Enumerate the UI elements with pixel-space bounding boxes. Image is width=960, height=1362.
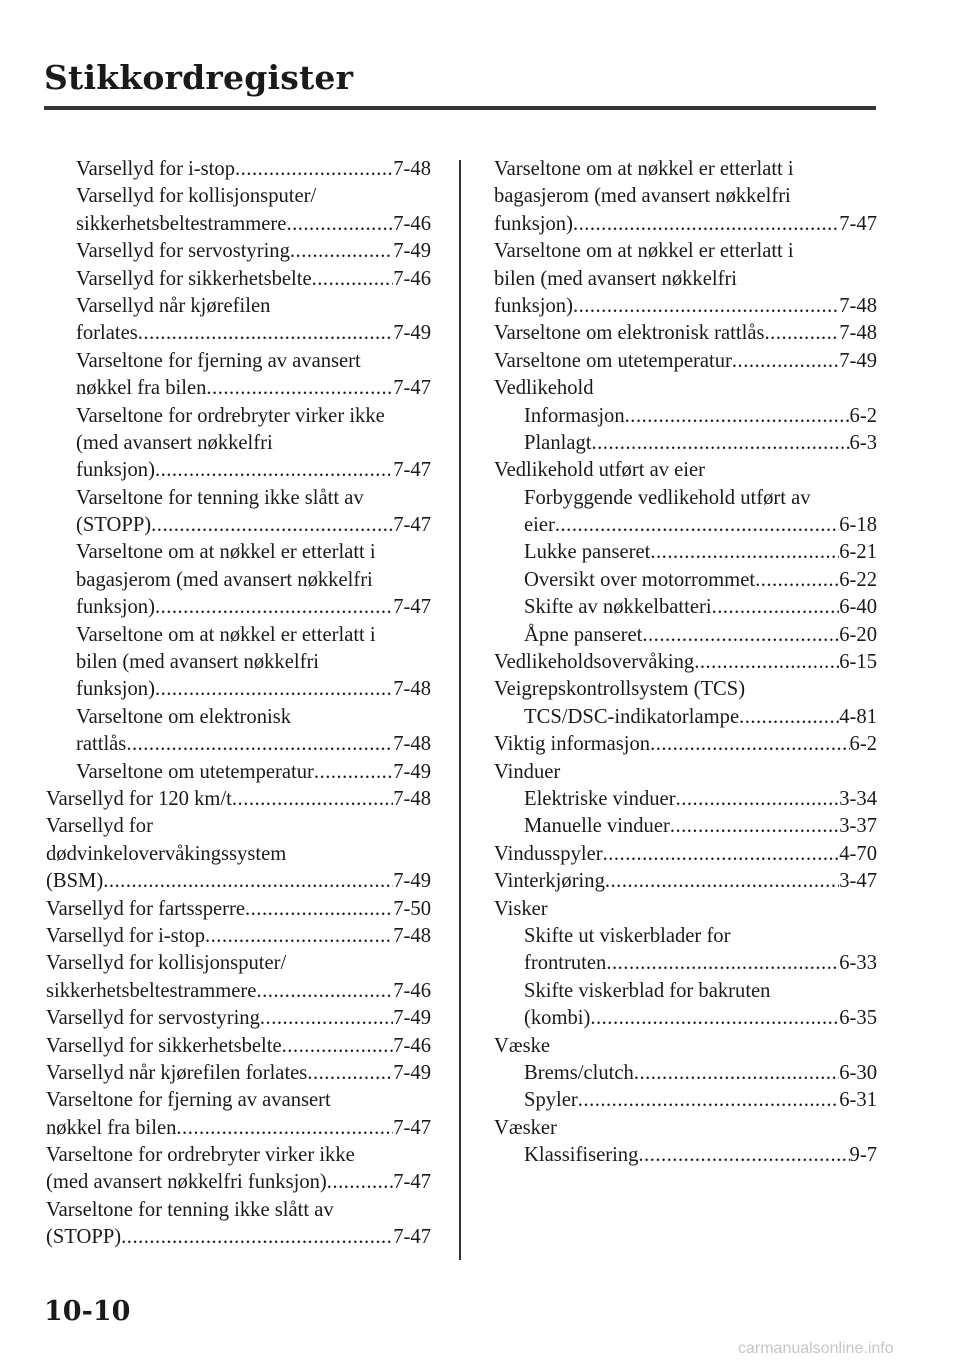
index-entry [494,183,877,210]
dot-leader [260,1005,393,1032]
dot-leader [307,1060,393,1087]
index-entry-page: 7-50 [393,897,431,920]
index-entry [494,923,877,950]
index-entry [46,539,431,566]
dot-leader [151,512,393,539]
index-entry-text: Varsellyd for sikkerhetsbelte [46,1034,282,1057]
index-entry-text: (med avansert nøkkelfri [76,431,273,454]
index-entry-page: 7-49 [393,240,431,263]
index-entry-text: nøkkel fra bilen [76,377,207,400]
index-entry [494,266,877,293]
index-entry [494,813,877,840]
index-entry-page: 6-40 [839,596,877,619]
index-entry [46,704,431,731]
index-entry-page: 6-22 [839,568,877,591]
index-entry [494,320,877,347]
index-entry [494,403,877,430]
index-entry-text: Forbyggende vedlikehold utført av [524,486,811,509]
index-entry-text: Elektriske vinduer [524,787,676,810]
index-entry-text: Lukke panseret [524,541,651,564]
dot-leader [206,375,393,402]
dot-leader [638,1142,849,1169]
index-entry [46,211,431,238]
index-entry [46,731,431,758]
index-entry [46,1169,431,1196]
index-entry-page: 6-2 [849,733,877,756]
index-entry-text: Skifte av nøkkelbatteri [524,596,712,619]
index-entry [46,1060,431,1087]
index-entry-text: TCS/DSC-indikatorlampe [524,705,740,728]
index-entry-text: Varseltone om at nøkkel er etterlatt i [494,158,794,180]
index-entry [494,759,877,786]
dot-leader [327,1169,393,1196]
index-entry [494,1142,877,1169]
column-divider [459,160,461,1260]
index-entry-text: (BSM) [46,870,104,893]
dot-leader [155,457,393,484]
index-entry-text: Visker [494,897,548,920]
index-entry-page: 7-47 [393,1226,431,1249]
dot-leader [712,594,840,621]
dot-leader [603,841,840,868]
index-entry-page: 6-31 [839,1089,877,1112]
index-entry [494,156,877,183]
index-entry-page: 7-48 [393,787,431,810]
index-entry-page: 7-48 [393,678,431,701]
index-entry-page: 7-46 [393,212,431,235]
index-entry-text: sikkerhetsbeltestrammere [46,979,257,1002]
index-entry-text: (STOPP) [76,514,152,537]
index-entry-text: Varsellyd for i-stop [76,158,235,180]
dot-leader [314,759,393,786]
index-entry [494,293,877,320]
dot-leader [121,1224,393,1251]
index-entry-text: Varseltone for tenning ikke slått av [46,1198,334,1221]
dot-leader [155,594,393,621]
index-entry-text: Varseltone om at nøkkel er etterlatt i [76,541,376,564]
dot-leader [235,156,393,183]
index-entry-text: sikkerhetsbeltestrammere [76,212,287,235]
index-entry-page: 7-48 [393,924,431,947]
index-entry [46,293,431,320]
index-entry [46,567,431,594]
index-entry-text: Veigrepskontrollsystem (TCS) [494,678,746,701]
dot-leader [282,1033,394,1060]
dot-leader [205,923,393,950]
index-entry-text: Vedlikehold [494,377,594,400]
dot-leader [573,211,839,238]
index-entry [46,320,431,347]
index-entry-page: 7-49 [839,349,877,372]
dot-leader [625,403,850,430]
page-number: 10-10 [44,1296,131,1327]
dot-leader [590,1005,839,1032]
index-entry-text: Varseltone om at nøkkel er etterlatt i [76,623,376,646]
index-column-left [46,156,431,1252]
index-entry [494,676,877,703]
index-entry-text: Informasjon [524,404,625,427]
index-entry [46,649,431,676]
index-entry-text: Varseltone for tenning ikke slått av [76,486,364,509]
dot-leader [103,868,393,895]
index-entry [494,978,877,1005]
dot-leader [155,676,393,703]
dot-leader [555,512,839,539]
index-entry [46,485,431,512]
index-entry-text: Varseltone for ordrebryter virker ikke [76,404,385,427]
index-entry [494,238,877,265]
index-entry [494,622,877,649]
index-entry [494,594,877,621]
index-entry-text: Varsellyd for servostyring [76,240,290,263]
index-entry-text: bagasjerom (med avansert nøkkelfri [494,185,791,208]
index-entry [494,841,877,868]
index-entry-page: 7-47 [393,514,431,537]
dot-leader [232,786,393,813]
index-entry [494,1060,877,1087]
index-entry-page: 6-2 [849,404,877,427]
index-entry-page: 7-47 [393,1116,431,1139]
index-entry-page: 4-81 [839,705,877,728]
index-entry [494,649,877,676]
index-entry-page: 7-47 [393,377,431,400]
dot-leader [670,813,839,840]
index-entry-text: Varsellyd for i-stop [46,924,205,947]
index-entry-text: Varsellyd for fartssperre [46,897,245,920]
index-entry-page: 7-46 [393,979,431,1002]
index-entry [46,238,431,265]
index-entry-text: (STOPP) [46,1226,122,1249]
dot-leader [573,293,839,320]
index-entry-text: funksjon) [494,212,573,235]
index-entry [494,430,877,457]
dot-leader [676,786,840,813]
index-entry-page: 7-48 [839,294,877,317]
index-entry [46,868,431,895]
index-entry [46,978,431,1005]
index-entry-text: dødvinkelovervåkingssystem [46,842,287,865]
index-entry-text: Åpne panseret [524,623,643,646]
index-entry-text: Varsellyd når kjørefilen forlates [46,1061,308,1084]
index-entry [46,786,431,813]
index-entry [46,1224,431,1251]
index-entry-text: funksjon) [494,294,573,317]
index-entry-text: funksjon) [76,678,155,701]
index-entry-text: funksjon) [76,596,155,619]
index-entry-text: frontruten [524,952,607,975]
index-entry-page: 6-15 [839,651,877,674]
index-entry [46,594,431,621]
index-entry [46,896,431,923]
index-entry-text: Skifte viskerblad for bakruten [524,979,771,1002]
dot-leader [256,978,393,1005]
index-entry-text: Varseltone for fjerning av avansert [46,1089,331,1112]
index-entry-text: Vedlikeholdsovervåking [494,651,695,674]
index-entry [494,896,877,923]
index-entry [46,156,431,183]
dot-leader [732,348,839,375]
index-entry [494,1115,877,1142]
index-entry-page: 6-18 [839,514,877,537]
index-entry-text: Væsker [494,1116,557,1139]
index-entry [46,813,431,840]
dot-leader [694,649,839,676]
dot-leader [650,539,839,566]
dot-leader [286,211,393,238]
index-entry-page: 7-47 [839,212,877,235]
index-entry-text: Manuelle vinduer [524,815,670,838]
dot-leader [739,704,839,731]
dot-leader [765,320,840,347]
index-entry [494,375,877,402]
index-entry-page: 6-3 [849,431,877,454]
index-entry [46,676,431,703]
index-entry-page: 9-7 [849,1144,877,1167]
index-entry-page: 6-33 [839,952,877,975]
index-entry-text: Planlagt [524,431,592,454]
dot-leader [138,320,393,347]
index-entry-text: rattlås [76,733,127,756]
index-entry-text: Viktig informasjon [494,733,651,756]
page-title: Stikkordregister [44,58,354,97]
index-entry [46,1142,431,1169]
index-entry [46,266,431,293]
index-entry [46,923,431,950]
index-entry-page: 6-20 [839,623,877,646]
index-entry-text: Varseltone for ordrebryter virker ikke [46,1144,355,1167]
header-rule [44,106,876,110]
index-entry [494,1087,877,1114]
index-entry-text: Varseltone om elektronisk rattlås [494,322,765,345]
index-entry [46,403,431,430]
index-entry [46,1005,431,1032]
index-entry-text: Varseltone om at nøkkel er etterlatt i [494,240,794,263]
index-entry [494,485,877,512]
index-entry-page: 3-37 [839,815,877,838]
dot-leader [126,731,393,758]
index-entry [46,950,431,977]
index-entry [494,1033,877,1060]
dot-leader [650,731,849,758]
index-entry-text: Varseltone om utetemperatur [76,760,314,783]
index-entry-text: Varseltone om utetemperatur [494,349,732,372]
index-entry-page: 7-47 [393,459,431,482]
index-entry [46,457,431,484]
watermark: carmanualsonline.info [738,1340,894,1357]
index-entry [46,512,431,539]
index-entry-text: Varsellyd for kollisjonsputer/ [76,185,317,208]
index-entry-page: 4-70 [839,842,877,865]
index-entry [46,622,431,649]
dot-leader [634,1060,839,1087]
dot-leader [755,567,839,594]
index-entry [46,841,431,868]
index-entry-text: Varsellyd for [46,815,153,838]
dot-leader [176,1115,393,1142]
index-column-right [494,156,877,1169]
index-entry [494,950,877,977]
index-entry-text: Varseltone for fjerning av avansert [76,349,361,372]
index-entry-page: 7-48 [839,322,877,345]
index-entry-page: 6-35 [839,1007,877,1030]
index-entry [46,1033,431,1060]
dot-leader [245,896,393,923]
index-entry [46,183,431,210]
index-entry-text: Vedlikehold utført av eier [494,459,706,482]
dot-leader [606,950,839,977]
index-entry-text: (med avansert nøkkelfri funksjon) [46,1171,327,1194]
index-entry [494,704,877,731]
dot-leader [592,430,850,457]
index-entry-text: Skifte ut viskerblader for [524,924,731,947]
index-entry [46,1115,431,1142]
index-entry-text: Varsellyd for servostyring [46,1007,260,1030]
index-entry [494,567,877,594]
index-entry-page: 7-49 [393,1007,431,1030]
index-entry-text: bagasjerom (med avansert nøkkelfri [76,568,373,591]
index-entry [46,348,431,375]
index-entry-page: 7-49 [393,1061,431,1084]
index-entry [494,539,877,566]
index-entry-text: forlates [76,322,138,345]
index-entry [494,731,877,758]
index-entry-page: 6-30 [839,1061,877,1084]
index-entry-text: Varseltone om elektronisk [76,705,292,728]
index-entry-page: 3-47 [839,870,877,893]
index-entry [46,430,431,457]
index-entry [46,759,431,786]
index-entry-page: 7-47 [393,1171,431,1194]
index-entry-text: Oversikt over motorrommet [524,568,756,591]
index-entry [494,211,877,238]
dot-leader [642,622,839,649]
index-entry-text: Varsellyd for sikkerhetsbelte [76,267,312,290]
index-entry [494,1005,877,1032]
index-entry-page: 7-49 [393,760,431,783]
index-entry [494,868,877,895]
index-entry-text: Klassifisering [524,1144,639,1167]
index-entry-text: Vinduer [494,760,561,783]
index-entry-page: 7-49 [393,870,431,893]
index-entry [46,375,431,402]
index-entry-text: Varsellyd når kjørefilen [76,294,271,317]
index-entry [494,786,877,813]
index-entry-text: Varsellyd for kollisjonsputer/ [46,952,287,975]
index-entry [46,1197,431,1224]
index-entry-text: funksjon) [76,459,155,482]
index-entry-page: 7-49 [393,322,431,345]
index-entry-text: bilen (med avansert nøkkelfri [494,267,738,290]
dot-leader [605,868,839,895]
dot-leader [312,266,394,293]
index-entry-page: 7-46 [393,267,431,290]
dot-leader [290,238,393,265]
index-entry-text: Spyler [524,1089,578,1112]
index-entry-text: eier [524,514,555,537]
index-entry [494,457,877,484]
index-entry-text: Vindusspyler [494,842,603,865]
index-entry [494,348,877,375]
index-entry [46,1087,431,1114]
index-entry-text: Brems/clutch [524,1061,634,1084]
index-entry-text: bilen (med avansert nøkkelfri [76,651,320,674]
index-entry-text: Varsellyd for 120 km/t [46,787,232,810]
index-entry-text: Væske [494,1034,551,1057]
index-entry-page: 7-47 [393,596,431,619]
index-entry-page: 7-46 [393,1034,431,1057]
index-entry [494,512,877,539]
dot-leader [578,1087,839,1114]
index-entry-page: 7-48 [393,733,431,756]
index-entry-page: 3-34 [839,787,877,810]
index-entry-page: 6-21 [839,541,877,564]
index-entry-text: (kombi) [524,1007,591,1030]
index-entry-text: Vinterkjøring [494,870,605,893]
index-entry-text: nøkkel fra bilen [46,1116,177,1139]
index-entry-page: 7-48 [393,158,431,180]
